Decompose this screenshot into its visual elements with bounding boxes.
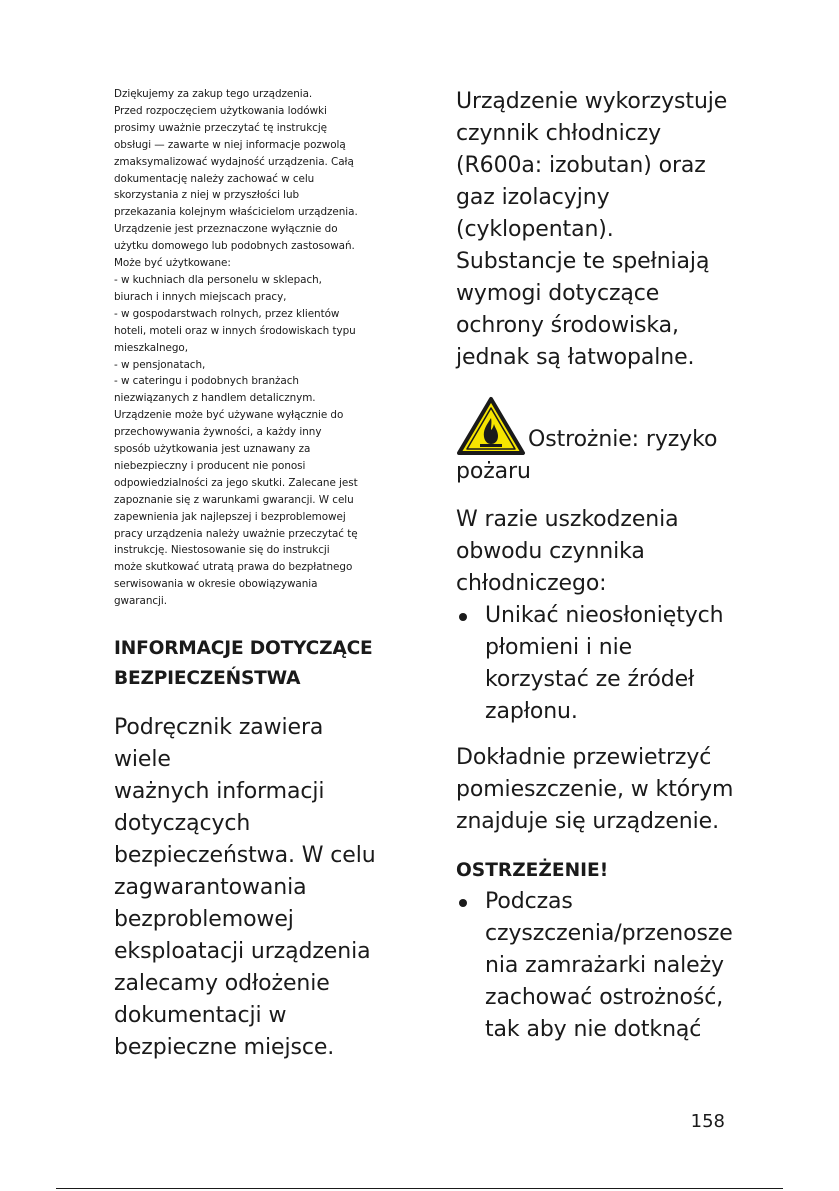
intro-line: Urządzenie jest przeznaczone wyłącznie do xyxy=(114,223,338,236)
intro-line: zmaksymalizować wydajność urządzenia. Całą xyxy=(114,155,354,168)
damage-paragraph xyxy=(456,504,746,600)
intro-line: sposób użytkowania jest uznawany za xyxy=(114,443,311,456)
warning-label: OSTRZEŻENIE! xyxy=(456,860,609,881)
bullet-icon xyxy=(459,613,467,621)
intro-line: Dziękujemy za zakup tego urządzenia. xyxy=(114,88,313,100)
intro-line: przechowywania żywności, a każdy inny xyxy=(114,426,322,439)
safety-paragraph xyxy=(114,712,386,1064)
refrigerant-line: (cyklopentan). xyxy=(456,217,614,242)
intro-line: Może być użytkowane: xyxy=(114,257,231,270)
damage-line: obwodu czynnika xyxy=(456,539,645,564)
intro-line: serwisowania w okresie obowiązywania xyxy=(114,578,318,591)
intro-line: odpowiedzialności za jego skutki. Zalecane jest xyxy=(114,476,358,489)
intro-line: instrukcję. Niestosowanie się do instrukcji xyxy=(114,544,330,557)
intro-line: Przed rozpoczęciem użytkowania lodówki xyxy=(114,104,327,117)
safety-line: zagwarantowania xyxy=(114,875,307,901)
safety-heading-line: INFORMACJE DOTYCZĄCE xyxy=(114,638,373,660)
safety-line: dokumentacji w xyxy=(114,1003,287,1029)
cleaning-bullet-line: nia zamrażarki należy xyxy=(485,953,724,978)
refrigerant-line: wymogi dotyczące xyxy=(456,281,660,306)
safety-line: bezproblemowej xyxy=(114,907,294,933)
intro-line: skorzystania z niej w przyszłości lub xyxy=(114,189,300,202)
ventilate-paragraph xyxy=(456,742,746,838)
usage-line: - w kuchniach dla personelu w sklepach, xyxy=(114,273,322,286)
damage-bullet-line: korzystać ze źródeł xyxy=(485,667,695,692)
footer-divider xyxy=(56,1188,783,1189)
intro-line: zapewnienia jak najlepszej i bezproblemowej xyxy=(114,510,346,523)
flammable-triangle xyxy=(456,396,526,456)
usage-line: - w gospodarstwach rolnych, przez klientów xyxy=(114,307,340,320)
fire-warning-text: Ostrożnie: ryzyko xyxy=(528,427,718,452)
safety-line: dotyczących xyxy=(114,811,251,837)
safety-line: ważnych informacji xyxy=(114,779,325,805)
intro-line: pracy urządzenia należy uważnie przeczytać tę xyxy=(114,527,358,540)
intro-line: dokumentację należy zachować w celu xyxy=(114,172,315,185)
ventilate-line: Dokładnie przewietrzyć xyxy=(456,745,712,770)
refrigerant-line: Urządzenie wykorzystuje xyxy=(456,89,728,114)
damage-bullet-line: płomieni i nie xyxy=(485,635,633,660)
cleaning-bullet-list xyxy=(456,886,746,1046)
refrigerant-line: gaz izolacyjny xyxy=(456,185,610,210)
intro-line: niebezpieczny i producent nie ponosi xyxy=(114,459,306,472)
fire-warning xyxy=(456,396,746,488)
usage-line: mieszkalnego, xyxy=(114,341,188,354)
refrigerant-line: jednak są łatwopalne. xyxy=(456,345,695,370)
safety-heading-line: BEZPIECZEŃSTWA xyxy=(114,668,301,690)
intro-line: zapoznanie się z warunkami gwarancji. W celu xyxy=(114,493,354,506)
safety-line: zalecamy odłożenie xyxy=(114,971,330,997)
bullet-icon xyxy=(459,899,467,907)
right-column xyxy=(456,86,746,1046)
usage-line: niezwiązanych z handlem detalicznym. xyxy=(114,392,316,405)
cleaning-bullet-line: Podczas xyxy=(485,889,573,914)
damage-bullet-list xyxy=(456,600,746,728)
safety-line: bezpieczeństwa. W celu xyxy=(114,843,376,869)
damage-line: W razie uszkodzenia xyxy=(456,507,679,532)
damage-bullet-line: Unikać nieosłoniętych xyxy=(485,603,724,628)
usage-line: biurach i innych miejscach pracy, xyxy=(114,290,287,303)
intro-line: obsługi — zawarte w niej informacje pozwolą xyxy=(114,138,346,151)
intro-paragraph xyxy=(114,86,386,610)
usage-line: - w cateringu i podobnych branżach xyxy=(114,375,299,388)
left-column xyxy=(114,86,386,1064)
safety-line: Podręcznik zawiera wiele xyxy=(114,715,324,773)
cleaning-bullet-line: tak aby nie dotknąć xyxy=(485,1017,702,1042)
ventilate-line: pomieszczenie, w którym xyxy=(456,777,734,802)
intro-line: użytku domowego lub podobnych zastosowań. xyxy=(114,240,355,253)
intro-line: prosimy uważnie przeczytać tę instrukcję xyxy=(114,121,328,134)
safety-line: bezpieczne miejsce. xyxy=(114,1035,335,1061)
refrigerant-line: (R600a: izobutan) oraz xyxy=(456,153,706,178)
intro-line: Urządzenie może być używane wyłącznie do xyxy=(114,409,344,422)
safety-line: eksploatacji urządzenia xyxy=(114,939,371,965)
damage-line: chłodniczego: xyxy=(456,571,607,596)
intro-line: gwarancji. xyxy=(114,595,167,608)
intro-line: może skutkować utratą prawa do bezpłatnego xyxy=(114,561,353,574)
damage-bullet-item xyxy=(456,600,746,728)
page-number: 158 xyxy=(690,1111,725,1132)
refrigerant-line: ochrony środowiska, xyxy=(456,313,679,338)
cleaning-bullet-line: zachować ostrożność, xyxy=(485,985,724,1010)
fire-warning-text: pożaru xyxy=(456,459,531,484)
refrigerant-line: Substancje te spełniają xyxy=(456,249,710,274)
cleaning-bullet-item xyxy=(456,886,746,1046)
ventilate-line: znajduje się urządzenie. xyxy=(456,809,719,834)
refrigerant-paragraph xyxy=(456,86,746,374)
cleaning-bullet-line: czyszczenia/przenosze xyxy=(485,921,733,946)
refrigerant-line: czynnik chłodniczy xyxy=(456,121,662,146)
intro-line: przekazania kolejnym właścicielom urządzenia. xyxy=(114,206,358,219)
safety-heading xyxy=(114,634,386,694)
usage-line: hoteli, moteli oraz w innych środowiskach typu xyxy=(114,324,356,337)
usage-line: - w pensjonatach, xyxy=(114,358,206,371)
flammable-warning-icon xyxy=(456,396,526,456)
damage-bullet-line: zapłonu. xyxy=(485,699,578,724)
